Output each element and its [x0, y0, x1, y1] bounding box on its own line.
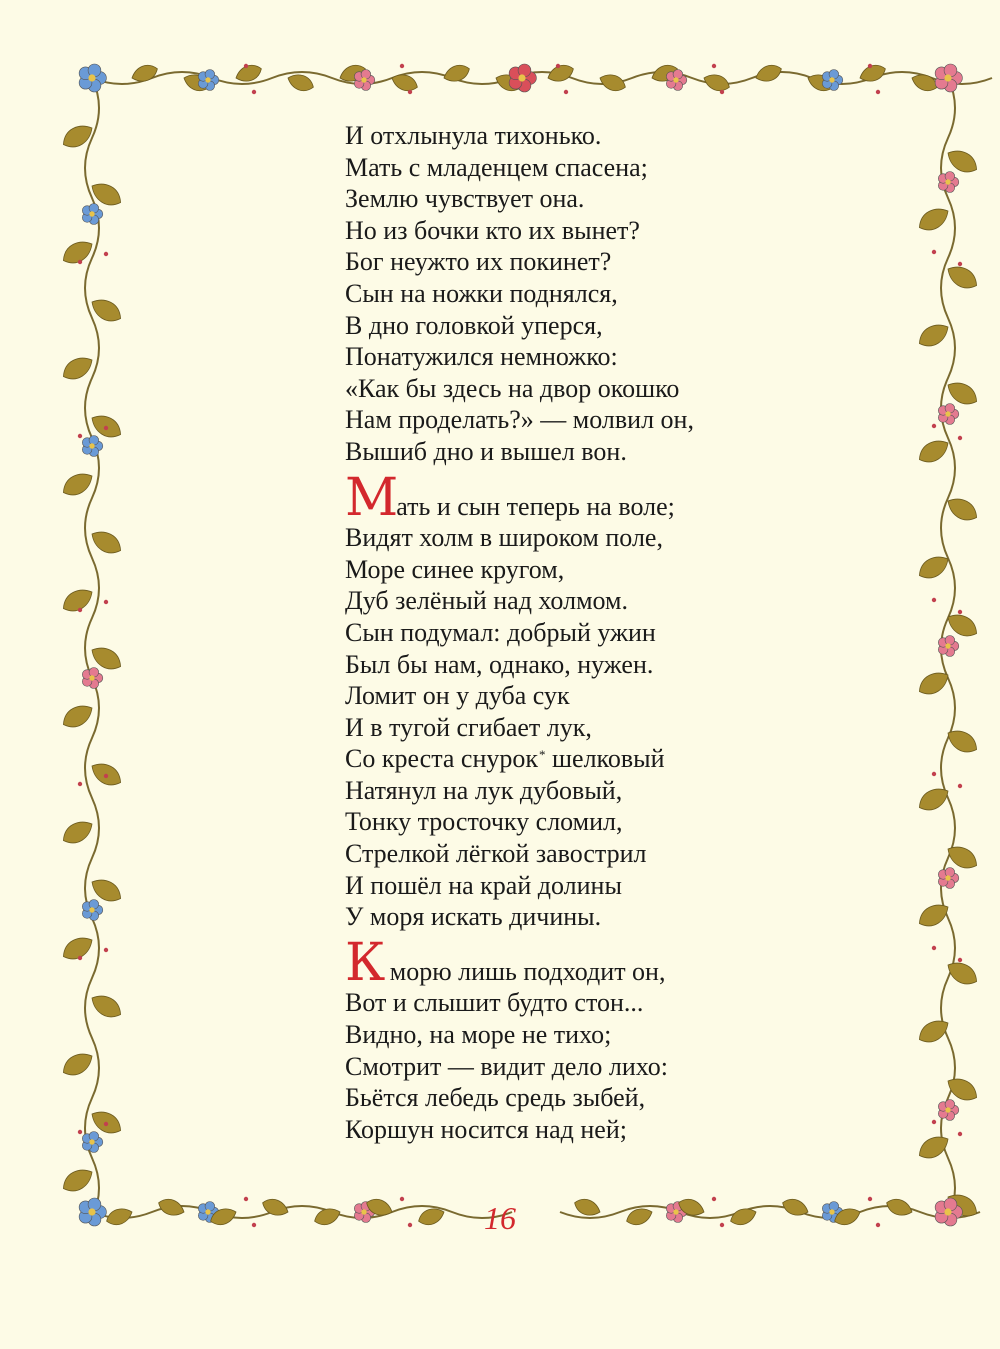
first-line-rest: морю лишь подходит он, [383, 956, 666, 986]
verse-line: Коршун носится над ней; [345, 1114, 627, 1144]
berry-dot [932, 772, 936, 776]
leaf-ornament [87, 990, 125, 1022]
leaf-ornament [915, 1131, 953, 1163]
footnote-line-before: Со креста снурок [345, 744, 539, 774]
vine-top [92, 72, 992, 84]
berry-dot [958, 436, 962, 440]
verse-line: Сын на ножки поднялся, [345, 278, 618, 308]
flower-petal [829, 69, 839, 79]
leaf-ornament [59, 236, 97, 268]
berry-dot [78, 956, 82, 960]
berry-dot [932, 598, 936, 602]
stanza-2 [345, 467, 765, 933]
berry-dot [958, 262, 962, 266]
verse-line: Мать с младенцем спасена; [345, 152, 648, 182]
flower-petal [361, 69, 371, 79]
leaf-ornament [915, 435, 953, 467]
verse-line: И отхлынула тихонько. [345, 121, 602, 150]
berry-dot [78, 1130, 82, 1134]
leaf-ornament [915, 1015, 953, 1047]
flower-center [89, 675, 94, 680]
berry-dot [252, 90, 256, 94]
flower-center [945, 179, 950, 184]
leaf-ornament [545, 62, 575, 85]
flower-petal [89, 667, 99, 677]
leaf-ornament [915, 667, 953, 699]
verse-line: Смотрит — видит дело лихо: [345, 1051, 668, 1081]
drop-cap: М [345, 467, 397, 528]
leaf-ornament [915, 203, 953, 235]
verse-line: Стрелкой лёгкой завострил [345, 839, 647, 869]
flower-petal [944, 64, 957, 77]
footnote-line-after: шелковый [545, 744, 665, 774]
flower-center [945, 411, 950, 416]
flower-petal [945, 635, 955, 645]
page-number: 16 [484, 1200, 516, 1236]
flower-petal [945, 403, 955, 413]
verse-line: Дуб зелёный над холмом. [345, 586, 628, 616]
flower-petal [89, 203, 99, 213]
flower-center [944, 74, 951, 81]
berry-dot [78, 782, 82, 786]
flower-center [88, 74, 95, 81]
flower-center [89, 211, 94, 216]
flower-center [945, 643, 950, 648]
berry-dot [932, 250, 936, 254]
leaf-ornament [441, 62, 471, 85]
stanza-3 [345, 932, 765, 1146]
verse-line: Сын подумал: добрый ужин [345, 617, 656, 647]
flower-petal [673, 69, 683, 79]
berry-dot [712, 64, 716, 68]
verse-line: Нам проделать?» — молвил он, [345, 405, 694, 435]
verse-line: Понатужился немножко: [345, 342, 618, 372]
verse-line [345, 467, 765, 528]
berry-dot [104, 1122, 108, 1126]
flower-center [89, 907, 94, 912]
leaf-ornament [59, 932, 97, 964]
leaf-ornament [915, 783, 953, 815]
berry-dot [564, 90, 568, 94]
verse-line: Бог неужто их покинет? [345, 247, 612, 277]
flower-petal [89, 435, 99, 445]
verse-line: Бьётся лебедь средь зыбей, [345, 1083, 646, 1113]
verse-line: Ломит он у дуба сук [345, 681, 570, 711]
verse-line: Землю чувствует она. [345, 184, 585, 214]
leaf-ornament [285, 71, 315, 94]
leaf-ornament [59, 468, 97, 500]
flower-center [945, 1107, 950, 1112]
berry-dot [78, 608, 82, 612]
leaf-ornament [87, 526, 125, 558]
first-line-rest: ать и сын теперь на воле; [396, 491, 675, 521]
berry-dot [78, 434, 82, 438]
flower-petal [205, 69, 215, 79]
berry-dot [400, 64, 404, 68]
flower-center [361, 77, 366, 82]
berry-dot [104, 948, 108, 952]
leaf-ornament [59, 816, 97, 848]
poem-text [345, 120, 765, 1165]
flower-center [829, 77, 834, 82]
stanza-1 [345, 120, 765, 468]
flower-center [89, 443, 94, 448]
berry-dot [958, 784, 962, 788]
verse-line: И в тугой сгибает лук, [345, 712, 592, 742]
verse-line: В дно головкой уперся, [345, 310, 603, 340]
leaf-ornament [59, 120, 97, 152]
verse-line: Натянул на лук дубовый, [345, 775, 623, 805]
leaf-ornament [701, 71, 731, 94]
flower-petal [518, 64, 531, 77]
berry-dot [104, 600, 108, 604]
flower-petal [88, 64, 101, 77]
leaf-ornament [943, 725, 981, 757]
flower-petal [89, 899, 99, 909]
leaf-ornament [59, 700, 97, 732]
flower-center [518, 74, 525, 81]
verse-line [345, 932, 765, 993]
verse-line: Но из бочки кто их вынет? [345, 215, 640, 245]
footnote-mark[interactable]: * [539, 747, 546, 763]
leaf-ornament [753, 62, 783, 85]
berry-dot [958, 1132, 962, 1136]
flower-center [945, 875, 950, 880]
berry-dot [78, 260, 82, 264]
flower-center [673, 77, 678, 82]
berry-dot [104, 774, 108, 778]
verse-line: У моря искать дичины. [345, 902, 602, 932]
verse-line [345, 743, 765, 775]
verse-line: Был бы нам, однако, нужен. [345, 649, 654, 679]
leaf-ornament [943, 261, 981, 293]
leaf-ornament [59, 1164, 97, 1196]
berry-dot [408, 90, 412, 94]
berry-dot [556, 64, 560, 68]
berry-dot [958, 610, 962, 614]
flower-center [205, 77, 210, 82]
berry-dot [244, 64, 248, 68]
verse-line: Видят холм в широком поле, [345, 523, 663, 553]
flower-petal [945, 1099, 955, 1109]
flower-petal [945, 171, 955, 181]
berry-dot [932, 946, 936, 950]
verse-line: Вышиб дно и вышел вон. [345, 436, 627, 466]
leaf-ornament [59, 1048, 97, 1080]
verse-line: «Как бы здесь на двор окошко [345, 373, 680, 403]
verse-line: И пошёл на край долины [345, 870, 622, 900]
berry-dot [876, 90, 880, 94]
leaf-ornament [915, 319, 953, 351]
berry-dot [868, 64, 872, 68]
berry-dot [958, 958, 962, 962]
berry-dot [932, 1120, 936, 1124]
leaf-ornament [597, 71, 627, 94]
berry-dot [104, 426, 108, 430]
flower-petal [945, 867, 955, 877]
drop-cap: К [345, 932, 384, 993]
flower-center [89, 1139, 94, 1144]
verse-line: Видно, на море не тихо; [345, 1020, 612, 1050]
verse-line: Вот и слышит будто стон... [345, 988, 644, 1018]
leaf-ornament [59, 584, 97, 616]
berry-dot [932, 424, 936, 428]
berry-dot [104, 252, 108, 256]
flower-petal [89, 1131, 99, 1141]
verse-line: Тонку тросточку сломил, [345, 807, 623, 837]
verse-line: Море синее кругом, [345, 554, 565, 584]
berry-dot [720, 90, 724, 94]
